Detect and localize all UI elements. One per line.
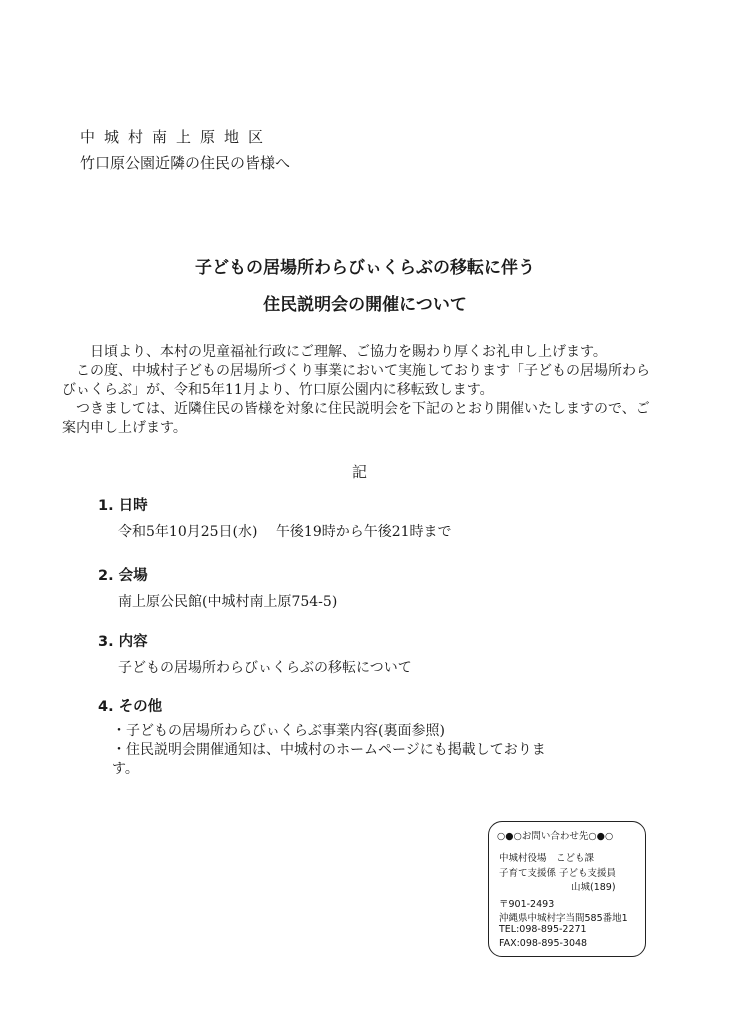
- contact-tel: TEL:098-895-2271: [499, 924, 587, 935]
- announcement-paragraph: この度、中城村子どもの居場所づくり事業において実施しております「子どもの居場所わらびぃくらぶ」が、令和5年11月より、竹口原公園内に移転致します。: [62, 363, 650, 398]
- contact-office: 中城村役場 こども課: [499, 853, 595, 864]
- contact-fax: FAX:098-895-3048: [499, 938, 588, 949]
- contact-box: [488, 821, 646, 957]
- section-heading-datetime: 1. 日時: [98, 498, 148, 514]
- ki-marker: 記: [352, 463, 368, 481]
- greeting-paragraph: 日頃より、本村の児童福祉行政にご理解、ご協力を賜わり厚くお礼申し上げます。: [90, 344, 607, 360]
- section-heading-other: 4. その他: [98, 699, 163, 715]
- section-content-datetime: 令和5年10月25日(水) 午後19時から午後21時まで: [118, 524, 452, 540]
- contact-person: 山城(189): [571, 882, 616, 893]
- note-item-continuation: す。: [112, 761, 139, 777]
- note-item: ・子どもの居場所わらびぃくらぶ事業内容(裏面参照): [112, 723, 445, 739]
- recipient-people: 竹口原公園近隣の住民の皆様へ: [80, 154, 291, 172]
- section-heading-content: 3. 内容: [98, 634, 148, 650]
- contact-header: ○●○お問い合わせ先○●○: [497, 831, 614, 842]
- document-title-line1: 子どもの居場所わらびぃくらぶの移転に伴う: [195, 258, 535, 278]
- contact-postal: 〒901-2493: [499, 899, 555, 910]
- contact-department: 子育て支援係 子ども支援員: [499, 868, 617, 879]
- section-heading-venue: 2. 会場: [98, 568, 148, 584]
- section-content-venue: 南上原公民館(中城村南上原754-5): [118, 594, 338, 610]
- section-content-content: 子どもの居場所わらびぃくらぶの移転について: [118, 660, 412, 676]
- recipient-area: 中城村南上原地区: [80, 128, 273, 146]
- document-title-line2: 住民説明会の開催について: [263, 295, 467, 315]
- contact-address: 沖縄県中城村字当間585番地1: [499, 913, 628, 924]
- note-item: ・住民説明会開催通知は、中城村のホームページにも掲載しておりま: [112, 742, 546, 758]
- invitation-paragraph: つきましては、近隣住民の皆様を対象に住民説明会を下記のとおり開催いたしますので、ご案内申し上げます。: [62, 401, 650, 436]
